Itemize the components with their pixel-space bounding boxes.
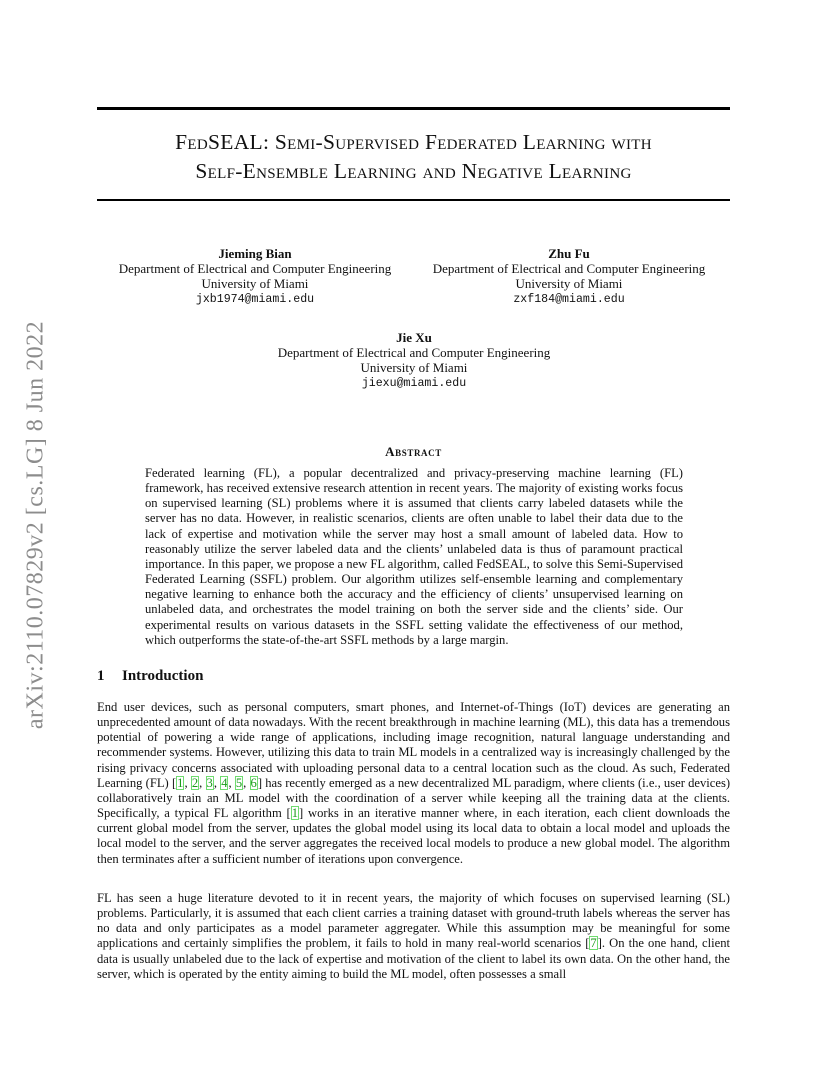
author-2 [419, 246, 719, 307]
author-affiliation: Department of Electrical and Computer Engineering [277, 345, 551, 361]
author-university: University of Miami [515, 276, 623, 292]
abstract-text: Federated learning (FL), a popular decentralized and privacy-preserving machine learning (FL) framework, has received extensive research attention in recent years. The majority of existing works focus on supervised learning (SL) problems where it is assumed that clients carry labeled datasets while the server has no data. However, in realistic scenarios, clients are often unable to label their data due to the lack of expertise and motivation while the server may host a small amount of labeled data. How to reasonably utilize the server labeled data and the clients’ unlabeled data is thus of paramount practical importance. In this paper, we propose a new FL algorithm, called FedSEAL, to solve this Semi-Supervised Federated Learning (SSFL) problem. Our algorithm utilizes self-ensemble learning and complementary negative learning to enhance both the accuracy and the efficiency of clients’ unsupervised learning on unlabeled data, and orchestrates the model training on both the server side and the clients’ side. Our experimental results on various datasets in the SSFL setting validate the effectiveness of our method, which outperforms the state-of-the-art SSFL methods by a large margin. [145, 466, 684, 647]
intro-paragraph-1: End user devices, such as personal computers, smart phones, and Internet-of-Things (IoT) devices are generating an unprecedented amount of data nowadays. With the recent breakthrough in machine learning (ML), this data has a tremendous potential of powering a wide range of applications, including image recognition, natural language understanding and recommender systems. However, utilizing this data to train ML models in a centralized way is increasingly challenged by the rising privacy concerns associated with uploading personal data to a central location such as the cloud. As such, Federated Learning (FL) [1, 2, 3, 4, 5, 6] has recently emerged as a new decentralized ML paradigm, where clients (i.e., user devices) collaboratively train an ML model with the coordination of a server while keeping all the training data at the clients. Specifically, a typical FL algorithm [1] works in an iterative manner where, in each iteration, each client downloads the current global model from the server, updates the global model using its local data to obtain a local model and uploads the local model to the server, and the server aggregates the received local models to produce a new global model. The algorithm then terminates after a sufficient number of iterations upon convergence. [97, 700, 731, 866]
paragraph-text: ] works in an iterative manner where, in each iteration, each client downloads the current global model from the server, updates the global model using its local data to obtain a local model and uploads the local model to the server, and the server aggregates the received local models to produce a new global model. The algorithm then terminates after a sufficient number of iterations upon convergence. [97, 806, 730, 866]
author-affiliation: Department of Electrical and Computer Engineering [432, 261, 706, 277]
citation-link[interactable]: 7 [590, 936, 597, 951]
author-email[interactable]: jiexu@miami.edu [361, 376, 467, 390]
section-title: Introduction [122, 668, 204, 684]
author-email[interactable]: zxf184@miami.edu [513, 292, 625, 306]
author-email[interactable]: jxb1974@miami.edu [195, 292, 315, 306]
citation-link[interactable]: 3 [206, 775, 213, 790]
title-top-rule [97, 107, 730, 110]
paragraph-text: End user devices, such as personal computers, smart phones, and Internet-of-Things (IoT) devices are generating an unprecedented amount of data nowadays. With the recent breakthrough in machine learning (ML), this data has a tremendous potential of powering a wide range of applications, including image recognition, natural language understanding and recommender systems. However, utilizing this data to train ML models in a centralized way is increasingly challenged by the rising privacy concerns associated with uploading personal data to a central location such as the cloud. As such, Federated Learning (FL) [ [97, 700, 730, 790]
citation-link[interactable]: 5 [235, 775, 243, 790]
citation-link[interactable]: 1 [291, 806, 299, 821]
intro-paragraph-2 [97, 891, 730, 982]
arxiv-stamp-text: arXiv:2110.07829v2 [cs.LG] 8 Jun 2022 [22, 320, 49, 730]
section-heading [97, 668, 203, 685]
paragraph-text: ]. On the one hand, client data is usually unlabeled due to the lack of expertise and motivation of the client to label its own data. On the other hand, the server, which is operated by the entity aiming to build the ML model, often possesses a small [97, 936, 730, 981]
section-number: 1 [97, 668, 105, 684]
citation-link[interactable]: 4 [221, 775, 228, 790]
author-affiliation: Department of Electrical and Computer Engineering [118, 261, 392, 277]
arxiv-identifier-stamp [16, 300, 56, 750]
title-line-2: Self-Ensemble Learning and Negative Learning [195, 159, 632, 183]
paragraph-text: ] has recently emerged as a new decentralized ML paradigm, where clients (i.e., user devices) collaboratively train an ML model with the coordination of a server while keeping all the training data at the clients. Specifically, a typical FL algorithm [ [97, 775, 731, 821]
paper-title [97, 128, 730, 186]
author-name: Jie Xu [396, 330, 432, 345]
title-line-1: FedSEAL: Semi-Supervised Federated Learning with [175, 130, 652, 154]
paragraph-text: FL has seen a huge literature devoted to it in recent years, the majority of which focuses on supervised learning (SL) problems. Particularly, it is assumed that each client carries a training dataset with ground-truth labels whereas the server has no data and only participates as a model parameter aggregater. While this assumption may be meaningful for some applications and certainly simplifies the problem, it fails to hold in many real-world scenarios [ [97, 891, 730, 951]
abstract-heading: Abstract [385, 444, 442, 459]
citation-link[interactable]: 2 [191, 775, 199, 790]
author-3 [264, 330, 564, 391]
author-1 [105, 246, 405, 307]
author-name: Zhu Fu [548, 246, 590, 261]
author-university: University of Miami [360, 360, 468, 376]
author-university: University of Miami [201, 276, 309, 292]
citation-link[interactable]: 6 [250, 775, 257, 790]
author-name: Jieming Bian [218, 246, 292, 261]
title-bottom-rule [97, 199, 730, 201]
citation-link[interactable]: 1 [177, 775, 184, 790]
